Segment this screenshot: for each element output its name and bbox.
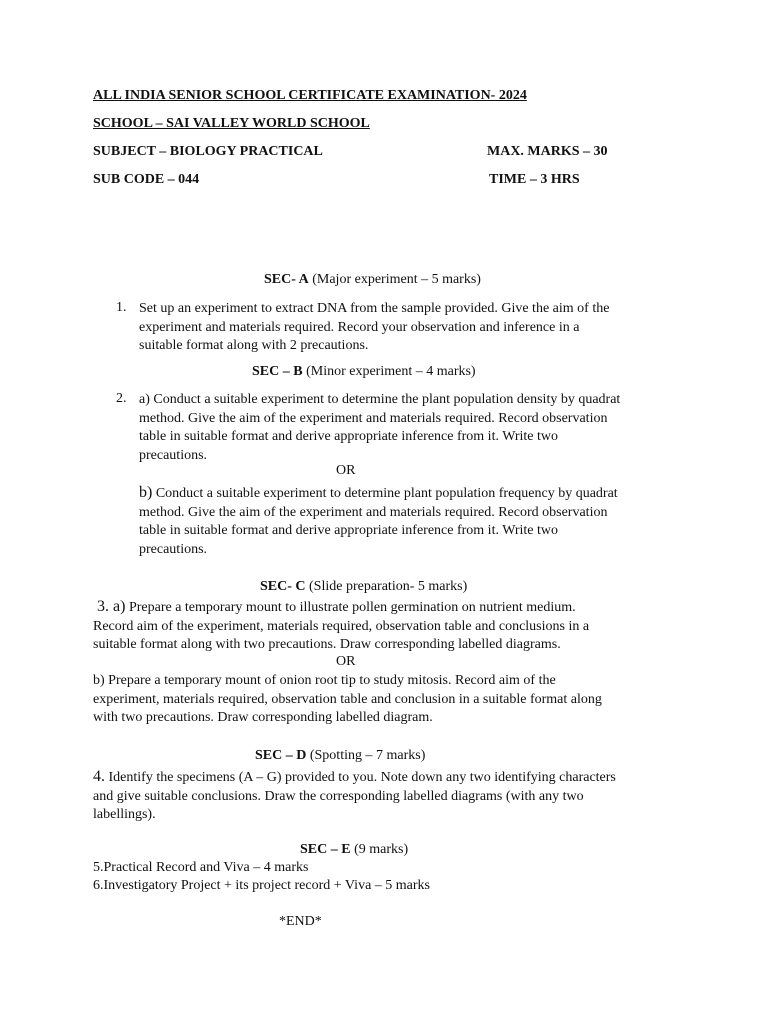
q3a-line: Record aim of the experiment, materials required, observation table and conclusions in a <box>93 618 590 634</box>
q2b-line: method. Give the aim of the experiment and materials required. Record observation <box>139 504 608 520</box>
q4-first-line <box>93 768 616 788</box>
q2a-line: a) Conduct a suitable experiment to determine the plant population density by quadrat <box>139 392 621 407</box>
time-allowed: TIME – 3 HRS <box>489 172 580 187</box>
end-marker: *END* <box>279 914 322 929</box>
section-d-label: SEC – D <box>255 748 307 763</box>
q3a-text <box>93 598 589 655</box>
q2a-line: method. Give the aim of the experiment and materials required. Record observation <box>139 410 608 426</box>
section-d-desc: (Spotting – 7 marks) <box>309 748 426 763</box>
school-name: SCHOOL – SAI VALLEY WORLD SCHOOL <box>93 116 370 131</box>
q2a-line: precautions. <box>139 447 208 463</box>
section-e-label: SEC – E <box>300 842 351 857</box>
sub-code: SUB CODE – 044 <box>93 172 200 187</box>
section-b-heading <box>252 364 476 380</box>
or-separator-b: OR <box>336 463 356 478</box>
or-separator-c: OR <box>336 654 356 669</box>
section-c-desc: (Slide preparation- 5 marks) <box>309 579 468 594</box>
q2b-first-line <box>139 484 618 504</box>
q3b-line: with two precautions. Draw corresponding labelled diagram. <box>93 710 433 725</box>
section-e-desc: (9 marks) <box>354 842 409 857</box>
section-b-desc: (Minor experiment – 4 marks) <box>306 364 476 379</box>
q1-number: 1. <box>116 300 127 315</box>
q3a-first-line <box>93 598 589 618</box>
q2a-line: table in suitable format and derive appropriate inference from it. Write two <box>139 429 559 444</box>
q2b-line: precautions. <box>139 541 208 557</box>
q4-text <box>93 768 616 825</box>
q3b-text <box>93 672 602 728</box>
q1-text <box>139 300 609 356</box>
q3-prefix: 3. a) <box>97 598 126 615</box>
section-a-heading <box>264 272 481 288</box>
q2b-text <box>139 484 618 559</box>
section-a-desc: (Major experiment – 5 marks) <box>312 272 481 287</box>
q2b-line: table in suitable format and derive appropriate inference from it. Write two <box>139 523 559 538</box>
section-b-label: SEC – B <box>252 364 303 379</box>
q3a-first: Prepare a temporary mount to illustrate pollen germination on nutrient medium. <box>125 600 576 615</box>
section-e-heading <box>300 842 408 858</box>
q1-line: experiment and materials required. Record your observation and inference in a <box>139 319 580 335</box>
q4-first: Identify the specimens (A – G) provided to you. Note down any two identifying characters <box>105 770 616 785</box>
section-d-heading <box>255 748 425 764</box>
section-c-heading <box>260 579 467 595</box>
q4-line: labellings). <box>93 807 156 822</box>
q3b-line: experiment, materials required, observation table and conclusion in a suitable format along <box>93 691 602 707</box>
q2-number: 2. <box>116 391 127 406</box>
subject: SUBJECT – BIOLOGY PRACTICAL <box>93 144 323 159</box>
q4-prefix: 4. <box>93 768 105 785</box>
exam-title: ALL INDIA SENIOR SCHOOL CERTIFICATE EXAMINATION- 2024 <box>93 88 527 103</box>
q2b-prefix: b) <box>139 484 153 501</box>
q3b-line: b) Prepare a temporary mount of onion root tip to study mitosis. Record aim of the <box>93 673 556 688</box>
q4-line: and give suitable conclusions. Draw the corresponding labelled diagrams (with any two <box>93 788 584 804</box>
q1-line: Set up an experiment to extract DNA from the sample provided. Give the aim of the <box>139 301 610 316</box>
q2a-text <box>139 391 620 465</box>
q2b-first: Conduct a suitable experiment to determine plant population frequency by quadrat <box>152 486 618 501</box>
item-6: 6.Investigatory Project + its project record + Viva – 5 marks <box>93 878 430 893</box>
q1-line: suitable format along with 2 precautions. <box>139 338 369 353</box>
item-5: 5.Practical Record and Viva – 4 marks <box>93 860 309 875</box>
section-c-label: SEC- C <box>260 579 306 594</box>
max-marks: MAX. MARKS – 30 <box>487 144 608 159</box>
section-a-label: SEC- A <box>264 272 309 287</box>
q3a-line: suitable format along with two precautions. Draw corresponding labelled diagrams. <box>93 637 561 652</box>
